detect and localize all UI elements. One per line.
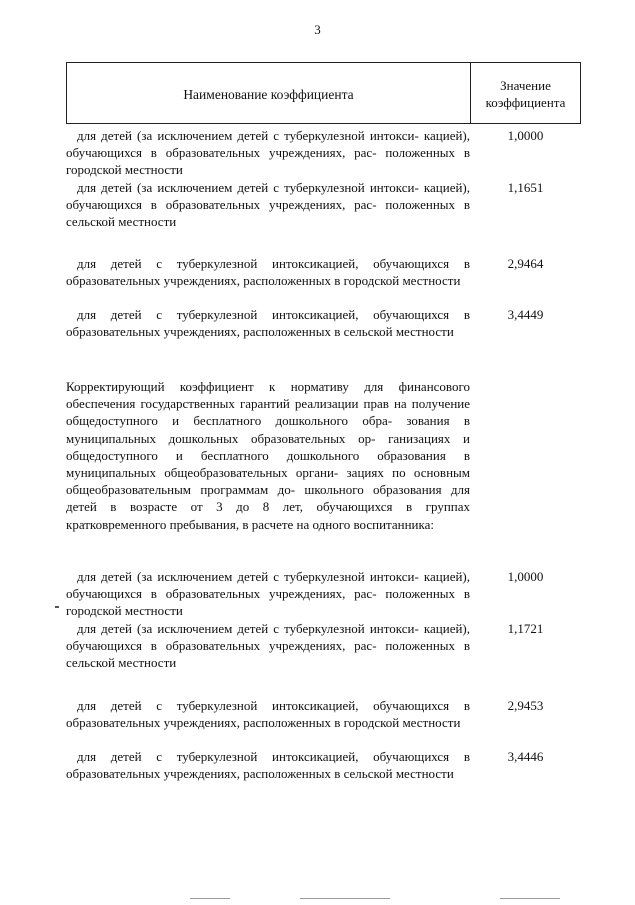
scan-artifact-line [300, 898, 390, 899]
row-value: 1,1651 [507, 180, 544, 195]
row-value: 2,9464 [507, 256, 544, 271]
row-description: для детей с туберкулезной интоксикацией, обучающихся в образовательных учреждениях, расположенных в сельской местности [66, 749, 470, 782]
row-value: 1,1721 [507, 621, 544, 636]
row-value: 2,9453 [507, 698, 544, 713]
row-description: для детей с туберкулезной интоксикацией, обучающихся в образовательных учреждениях, расположенных в городской местности [66, 256, 470, 289]
header-value-line1: Значение [500, 78, 551, 93]
margin-mark [55, 606, 59, 608]
header-value-line2: коэффициента [485, 95, 566, 110]
row-description: для детей (за исключением детей с туберкулезной интокси- кацией), обучающихся в образовательных учреждениях, рас- положенных в городской местности [66, 128, 470, 178]
row-value: 1,0000 [507, 569, 544, 584]
scan-artifact-line [190, 898, 230, 899]
page-number: 3 [314, 22, 321, 37]
row-value: 3,4446 [507, 749, 544, 764]
row-value: 1,0000 [507, 128, 544, 143]
row-value: 3,4449 [507, 307, 544, 322]
corrective-coefficient-intro: Корректирующий коэффициент к нормативу для финансового обеспечения государственных гарантий реализации прав на получение общедоступного и бесплатного дошкольного обра- зования в муниципальных дошкольных образовательных ор- ганизациях и общедоступного и бесплатного дошкольного образования в муниципальных общеобразовательных органи- зациях по основным общеобразовательным программам до- школьного образования для детей в возрасте от 3 до 8 лет, обучающихся в группах кратковременного пребывания, в расчете на одного воспитанника: [66, 379, 470, 532]
header-coefficient-value [471, 63, 580, 123]
row-description: для детей с туберкулезной интоксикацией, обучающихся в образовательных учреждениях, расположенных в сельской местности [66, 307, 470, 340]
header-coefficient-name: Наименование коэффициента [67, 63, 471, 123]
row-description: для детей (за исключением детей с туберкулезной интокси- кацией), обучающихся в образовательных учреждениях, рас- положенных в сельской местности [66, 621, 470, 671]
row-description: для детей (за исключением детей с туберкулезной интокси- кацией), обучающихся в образовательных учреждениях, рас- положенных в сельской местности [66, 180, 470, 230]
row-description: для детей с туберкулезной интоксикацией, обучающихся в образовательных учреждениях, расположенных в городской местности [66, 698, 470, 731]
table-header [66, 62, 581, 124]
scan-artifact-line [500, 898, 560, 899]
row-description: для детей (за исключением детей с туберкулезной интокси- кацией), обучающихся в образовательных учреждениях, рас- положенных в городской местности [66, 569, 470, 619]
